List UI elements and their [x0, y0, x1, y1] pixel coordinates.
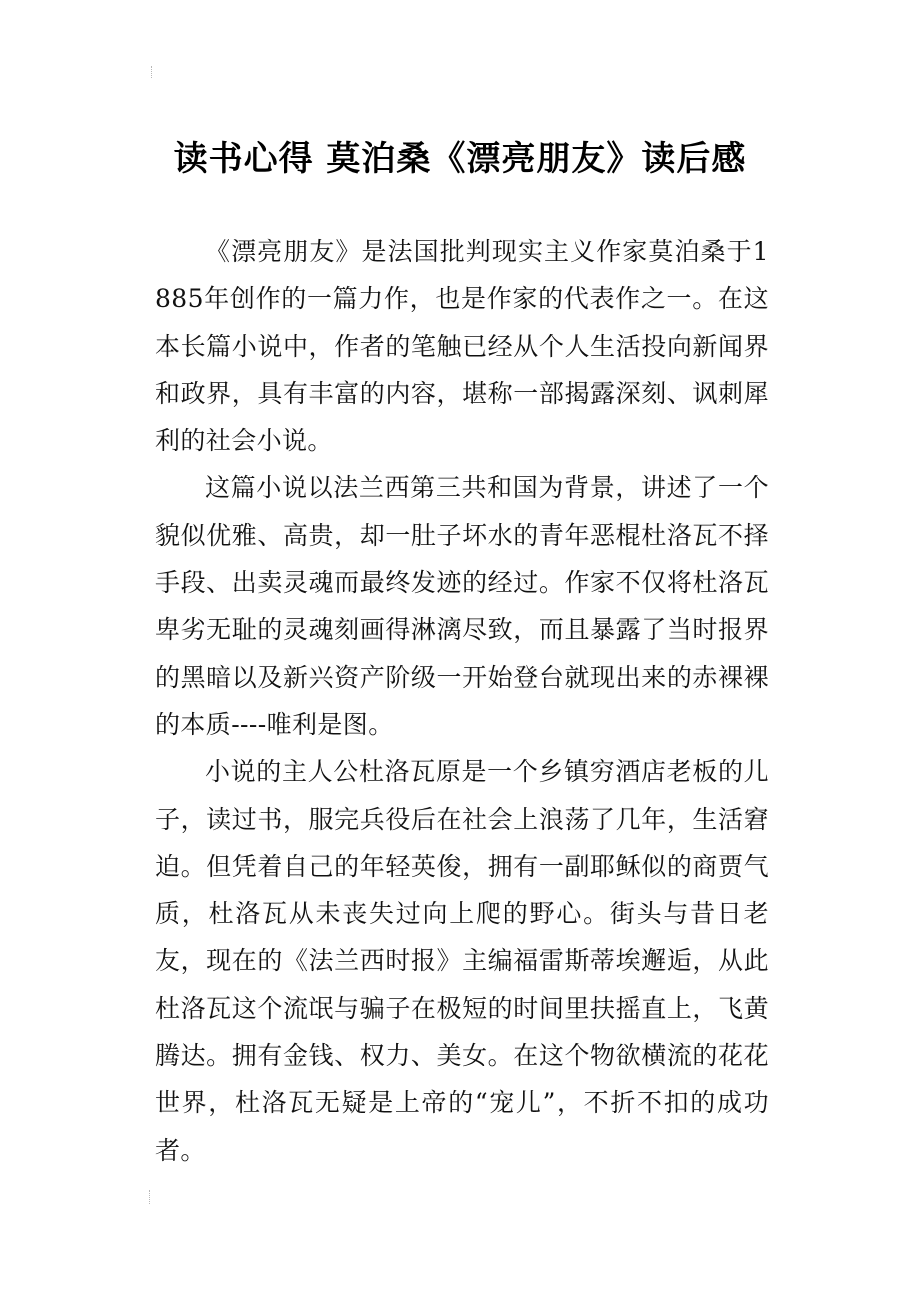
document-body	[155, 228, 769, 1174]
page-corner-mark-top	[151, 66, 158, 78]
paragraph-1: 《漂亮朋友》是法国批判现实主义作家莫泊桑于1885年创作的一篇力作，也是作家的代表作之一。在这本长篇小说中，作者的笔触已经从个人生活投向新闻界和政界，具有丰富的内容，堪称一部揭露深刻、讽刺犀利的社会小说。	[155, 237, 769, 456]
paragraph-2: 这篇小说以法兰西第三共和国为背景，讲述了一个貌似优雅、高贵，却一肚子坏水的青年恶棍杜洛瓦不择手段、出卖灵魂而最终发迹的经过。作家不仅将杜洛瓦卑劣无耻的灵魂刻画得淋漓尽致，而且暴露了当时报界的黑暗以及新兴资产阶级一开始登台就现出来的赤裸裸的本质----唯利是图。	[155, 473, 769, 739]
page-corner-mark-bottom	[149, 1190, 156, 1204]
document-title: 读书心得 莫泊桑《漂亮朋友》读后感	[173, 138, 747, 179]
paragraph-3: 小说的主人公杜洛瓦原是一个乡镇穷酒店老板的儿子，读过书，服完兵役后在社会上浪荡了几年，生活窘迫。但凭着自己的年轻英俊，拥有一副耶稣似的商贾气质，杜洛瓦从未丧失过向上爬的野心。街头与昔日老友，现在的《法兰西时报》主编福雷斯蒂埃邂逅，从此杜洛瓦这个流氓与骗子在极短的时间里扶摇直上，飞黄腾达。拥有金钱、权力、美女。在这个物欲横流的花花世界，杜洛瓦无疑是上帝的“宠儿”，不折不扣的成功者。	[155, 757, 769, 1165]
